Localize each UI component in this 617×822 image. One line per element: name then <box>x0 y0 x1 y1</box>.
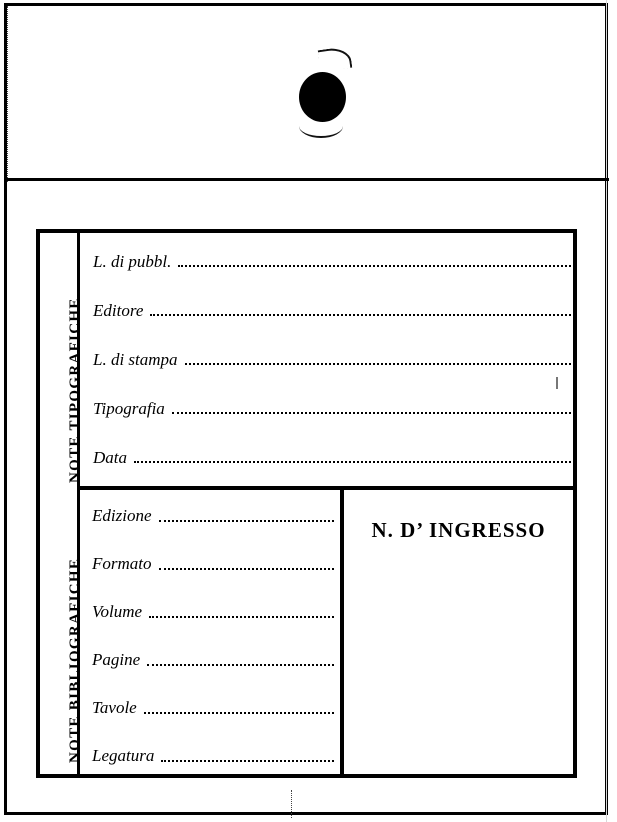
field-label-tipografia: Tipografia <box>93 398 165 418</box>
section-label-note-tipografiche: NOTE TIPOGRAFICHE <box>67 297 83 483</box>
field-row-editore[interactable] <box>83 286 577 335</box>
bibliographic-fields <box>80 490 344 774</box>
field-line-l-di-pubbl[interactable] <box>178 256 571 267</box>
field-label-legatura: Legatura <box>92 746 155 765</box>
field-label-editore: Editore <box>93 300 144 320</box>
punch-hole-arc-bottom <box>299 114 343 138</box>
section-label-note-bibliografiche: NOTE BIBLIOGRAFICHE <box>67 557 83 763</box>
field-line-edizione[interactable] <box>159 511 335 522</box>
field-line-formato[interactable] <box>159 559 335 570</box>
entry-number-box[interactable] <box>344 490 573 774</box>
field-row-tavole[interactable] <box>83 684 338 732</box>
field-row-legatura[interactable] <box>83 732 338 780</box>
scan-speck <box>556 377 558 389</box>
field-label-l-di-stampa: L. di stampa <box>93 349 178 369</box>
punch-hole-arc-top <box>318 46 353 72</box>
field-row-formato[interactable] <box>83 540 338 588</box>
field-row-pagine[interactable] <box>83 636 338 684</box>
bibliographic-section <box>80 490 573 774</box>
field-line-data[interactable] <box>134 452 571 463</box>
field-label-l-di-pubbl: L. di pubbl. <box>93 251 172 271</box>
field-row-tipografia[interactable] <box>83 384 577 433</box>
field-label-tavole: Tavole <box>92 698 137 717</box>
field-line-pagine[interactable] <box>147 655 334 666</box>
field-row-edizione[interactable] <box>83 492 338 540</box>
fold-mark-bottom <box>291 790 292 818</box>
field-line-tavole[interactable] <box>144 703 334 714</box>
entry-number-title: N. D’ INGRESSO <box>371 518 546 542</box>
field-row-volume[interactable] <box>83 588 338 636</box>
vertical-label-column <box>40 233 83 774</box>
field-line-legatura[interactable] <box>161 751 334 762</box>
field-row-l-di-stampa[interactable] <box>83 335 577 384</box>
typographic-fields <box>83 237 577 485</box>
top-strip <box>7 6 607 181</box>
field-line-tipografia[interactable] <box>172 403 571 414</box>
field-line-l-di-stampa[interactable] <box>185 354 571 365</box>
field-label-formato: Formato <box>92 554 152 573</box>
field-label-pagine: Pagine <box>92 650 141 669</box>
top-horizontal-rule <box>4 178 609 181</box>
field-label-data: Data <box>93 447 127 467</box>
bibliographic-card <box>36 229 577 778</box>
field-line-volume[interactable] <box>149 607 334 618</box>
field-label-volume: Volume <box>92 602 143 621</box>
field-line-editore[interactable] <box>150 305 571 316</box>
field-row-l-di-pubbl[interactable] <box>83 237 577 286</box>
field-label-edizione: Edizione <box>92 506 152 525</box>
field-row-data[interactable] <box>83 433 577 482</box>
